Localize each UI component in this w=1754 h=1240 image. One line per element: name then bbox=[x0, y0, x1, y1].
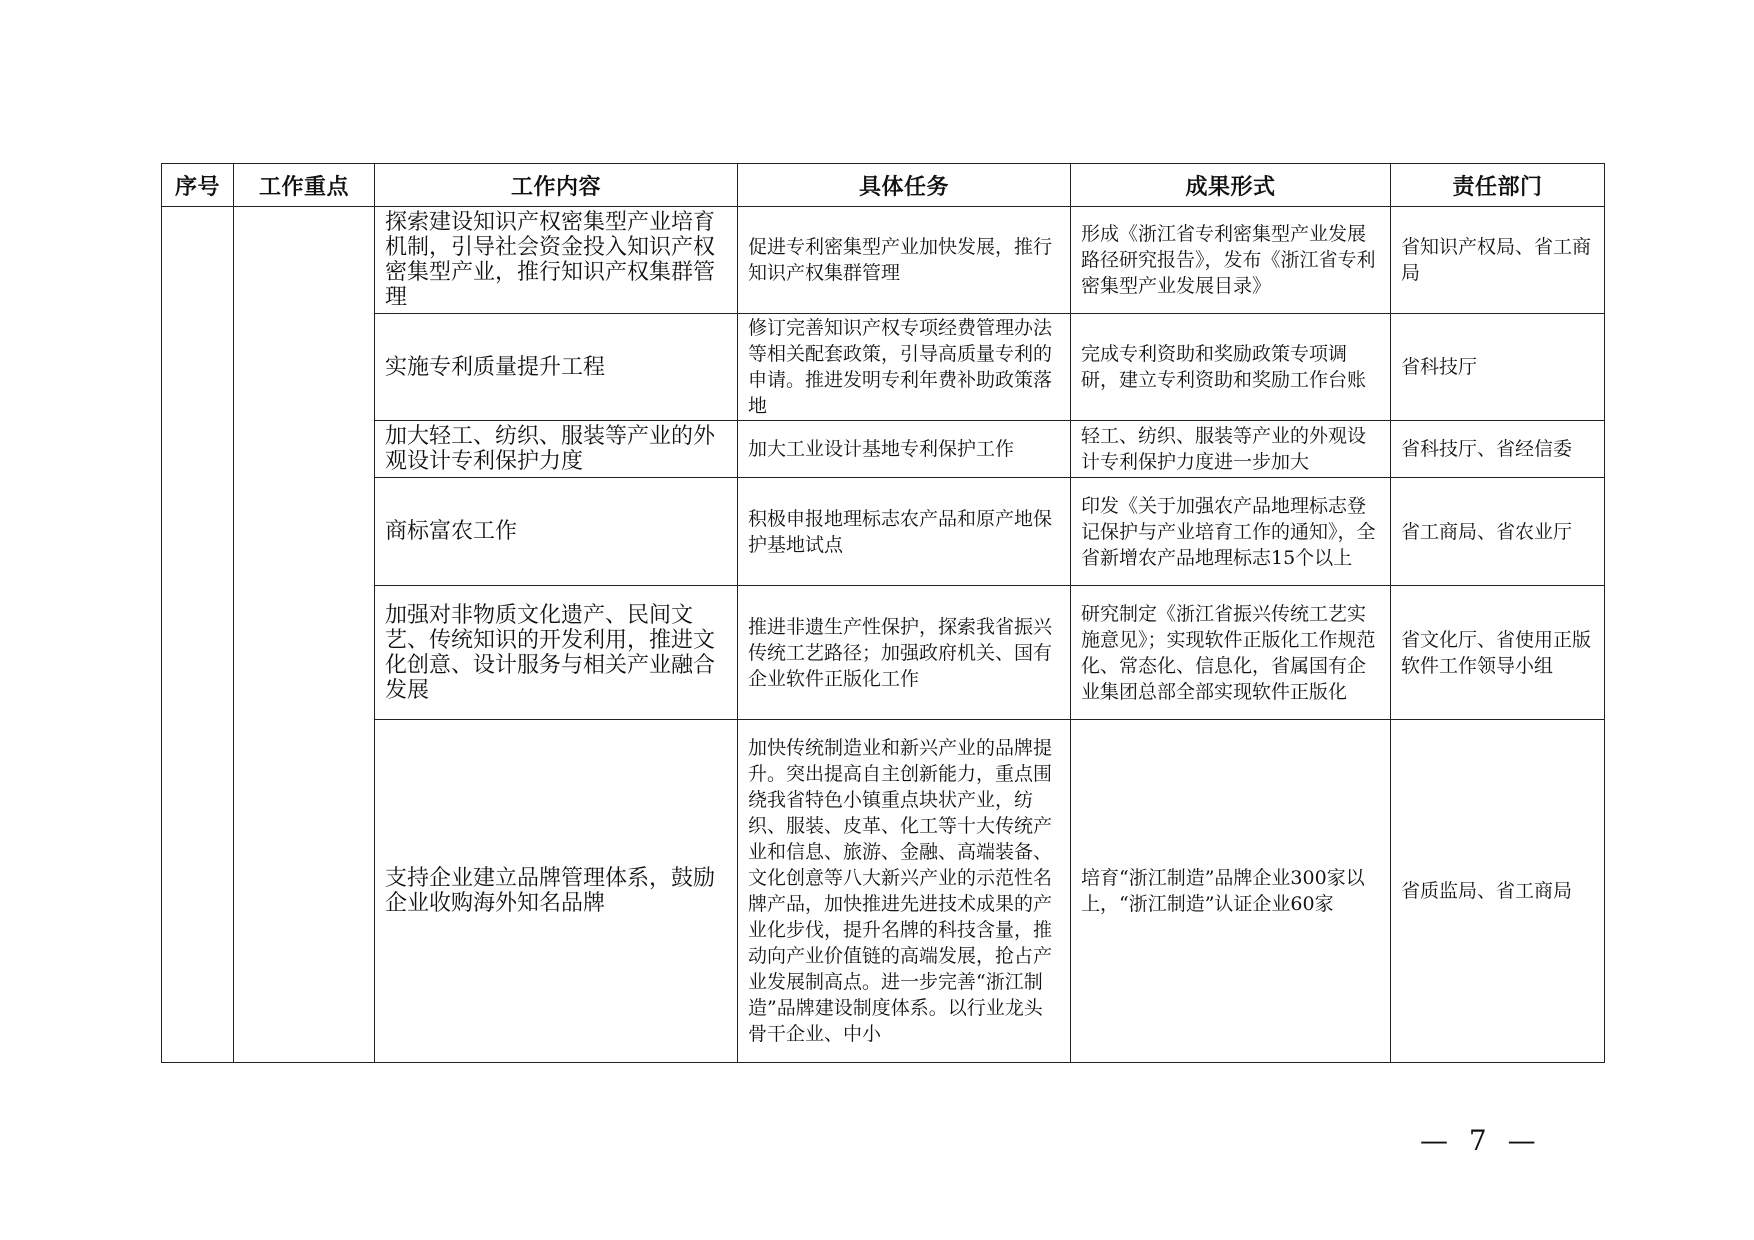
table-row bbox=[162, 586, 1605, 720]
cell-content: 商标富农工作 bbox=[375, 478, 738, 586]
cell-result: 轻工、纺织、服装等产业的外观设计专利保护力度进一步加大 bbox=[1071, 421, 1391, 478]
cell-task: 加快传统制造业和新兴产业的品牌提升。突出提高自主创新能力，重点围绕我省特色小镇重点块状产业，纺织、服装、皮革、化工等十大传统产业和信息、旅游、金融、高端装备、文化创意等八大新兴产业的示范性名牌产品，加快推进先进技术成果的产业化步伐，提升名牌的科技含量，推动向产业价值链的高端发展，抢占产业发展制高点。进一步完善“浙江制造”品牌建设制度体系。以行业龙头骨干企业、中小 bbox=[738, 720, 1071, 1063]
cell-content: 实施专利质量提升工程 bbox=[375, 314, 738, 421]
cell-department: 省文化厅、省使用正版软件工作领导小组 bbox=[1391, 586, 1605, 720]
header-number: 序号 bbox=[162, 164, 234, 207]
cell-department: 省质监局、省工商局 bbox=[1391, 720, 1605, 1063]
cell-content: 加强对非物质文化遗产、民间文艺、传统知识的开发利用，推进文化创意、设计服务与相关产业融合发展 bbox=[375, 586, 738, 720]
header-result: 成果形式 bbox=[1071, 164, 1391, 207]
cell-department: 省知识产权局、省工商局 bbox=[1391, 207, 1605, 314]
cell-result: 培育“浙江制造”品牌企业300家以上，“浙江制造”认证企业60家 bbox=[1071, 720, 1391, 1063]
header-content: 工作内容 bbox=[375, 164, 738, 207]
page-number: — 7 — bbox=[1420, 1124, 1542, 1157]
table-header-row bbox=[162, 164, 1605, 207]
table-row bbox=[162, 314, 1605, 421]
cell-task: 积极申报地理标志农产品和原产地保护基地试点 bbox=[738, 478, 1071, 586]
cell-result: 完成专利资助和奖励政策专项调研，建立专利资助和奖励工作台账 bbox=[1071, 314, 1391, 421]
work-plan-table bbox=[161, 163, 1605, 1063]
cell-department: 省科技厅 bbox=[1391, 314, 1605, 421]
table-row bbox=[162, 478, 1605, 586]
cell-task: 促进专利密集型产业加快发展，推行知识产权集群管理 bbox=[738, 207, 1071, 314]
table-row bbox=[162, 720, 1605, 1063]
cell-task: 推进非遗生产性保护，探索我省振兴传统工艺路径；加强政府机关、国有企业软件正版化工作 bbox=[738, 586, 1071, 720]
table-row bbox=[162, 421, 1605, 478]
cell-result: 印发《关于加强农产品地理标志登记保护与产业培育工作的通知》，全省新增农产品地理标志15个以上 bbox=[1071, 478, 1391, 586]
cell-task: 修订完善知识产权专项经费管理办法等相关配套政策，引导高质量专利的申请。推进发明专利年费补助政策落地 bbox=[738, 314, 1071, 421]
cell-result: 形成《浙江省专利密集型产业发展路径研究报告》，发布《浙江省专利密集型产业发展目录》 bbox=[1071, 207, 1391, 314]
header-department: 责任部门 bbox=[1391, 164, 1605, 207]
header-focus: 工作重点 bbox=[234, 164, 375, 207]
cell-result: 研究制定《浙江省振兴传统工艺实施意见》；实现软件正版化工作规范化、常态化、信息化，省属国有企业集团总部全部实现软件正版化 bbox=[1071, 586, 1391, 720]
cell-department: 省科技厅、省经信委 bbox=[1391, 421, 1605, 478]
cell-department: 省工商局、省农业厅 bbox=[1391, 478, 1605, 586]
cell-content: 支持企业建立品牌管理体系，鼓励企业收购海外知名品牌 bbox=[375, 720, 738, 1063]
table-row bbox=[162, 207, 1605, 314]
header-task: 具体任务 bbox=[738, 164, 1071, 207]
cell-focus bbox=[234, 207, 375, 1063]
cell-content: 探索建设知识产权密集型产业培育机制，引导社会资金投入知识产权密集型产业，推行知识产权集群管理 bbox=[375, 207, 738, 314]
cell-task: 加大工业设计基地专利保护工作 bbox=[738, 421, 1071, 478]
cell-content: 加大轻工、纺织、服装等产业的外观设计专利保护力度 bbox=[375, 421, 738, 478]
cell-number bbox=[162, 207, 234, 1063]
